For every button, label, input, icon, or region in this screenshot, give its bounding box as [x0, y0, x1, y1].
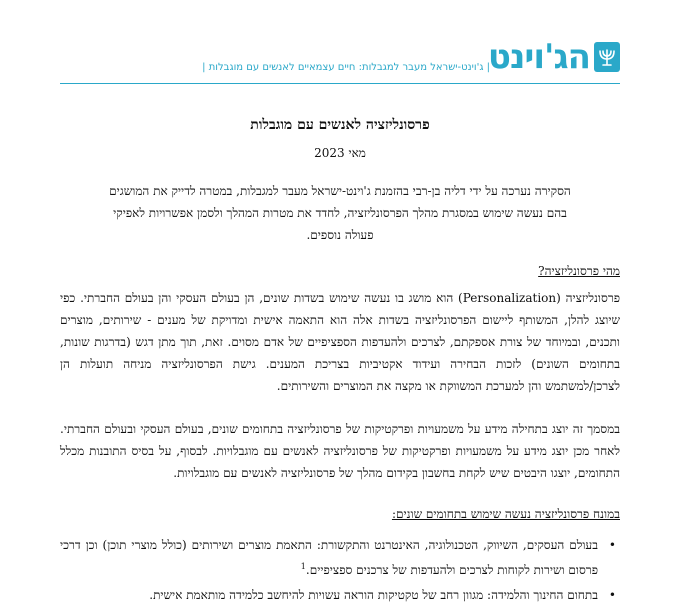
document-title: פרסונליזציה לאנשים עם מוגבלות	[250, 117, 430, 133]
footnote-marker[interactable]: 1	[300, 562, 306, 571]
header-tagline: | ג'וינט-ישראל מעבר למגבלות: חיים עצמאיים לאנשים עם מוגבלות |	[202, 62, 490, 73]
document-date: מאי 2023	[314, 146, 366, 160]
intro-paragraph: הסקירה נערכה על ידי דליה בן-רבי בהזמנת ג'וינט-ישראל מעבר למגבלות, במטרה לדייק את המושגים בהם נעשה שימוש במסגרת מהלך הפרסונליזציה, לחדד את מטרות המהלך ולסמן אפשרויות לאפיקי פעולה נוספים.	[109, 184, 571, 242]
bullet-icon: •	[608, 588, 616, 602]
paragraph-definition: פרסונליזציה (Personalization) הוא מושג בו נעשה שימוש בשדות שונים, הן בעולם העסקי והן בעולם החברתי. כפי שיוצג להלן, המשותף ליישום הפרסונליזציה בשדות אלה הוא התאמה אישית ומדויקת של מענים - שירותים, מוצרים ותכנים, ובמיוחד של צורת אספקתם, לצרכים ולהעדפות הספציפיים של אדם מסוים. זאת, תוך מתן דגש (בדרגות שונות, בתחומים השונים) לזכות הבחירה ועידוד אקטיביות בצריכת המענים. גישת הפרסונליזציה מניחה תועלות הן לצרכן/למשתמש והן למערכת המשווקת או מקצה את המוצרים והשירותים.	[60, 291, 620, 393]
section-title-what-is: מהי פרסונליזציה?	[538, 264, 620, 278]
list-item-text: בתחום החינוך והלמידה: מגוון רחב של טקטיקות הוראה עשויות להיחשב כלמידה מותאמת אישית.	[149, 588, 598, 602]
paragraph-overview: במסמך זה יוצג בתחילה מידע על משמעויות ופרקטיקות של פרסונליזציה בתחומים שונים, בעולם העסקי ובעולם החברתי. לאחר מכן יוצג מידע על משמעויות ופרקטיקות של פרסונליזציה לאנשים עם מוגבלויות. לבסוף, על בסיס התובנות מכלל התחומים, יוצגו היבטים שיש לקחת בחשבון בקידום מהלך של פרסונליזציה לאנשים עם מוגבלויות.	[60, 422, 620, 480]
menorah-icon	[594, 42, 620, 72]
list-item	[60, 534, 620, 581]
joint-logo	[487, 37, 620, 77]
logo-wordmark: הג'וינט	[487, 37, 590, 77]
bullet-icon: •	[608, 538, 616, 552]
list-item	[60, 584, 620, 606]
list-item-text: בעולם העסקים, השיווק, הטכנולוגיה, האינטרנט והתקשורת: התאמת מוצרים ושירותים (כולל מוצרי תוכן) וכן דרכי פרסום ושירות לקוחות לצרכים ולהעדפות של צרכנים ספציפיים.	[60, 538, 598, 577]
fields-list	[60, 534, 620, 606]
page-header	[60, 37, 620, 84]
section-title-fields: במונח פרסונליזציה נעשה שימוש בתחומים שונים:	[391, 507, 620, 521]
header-divider	[60, 83, 620, 84]
